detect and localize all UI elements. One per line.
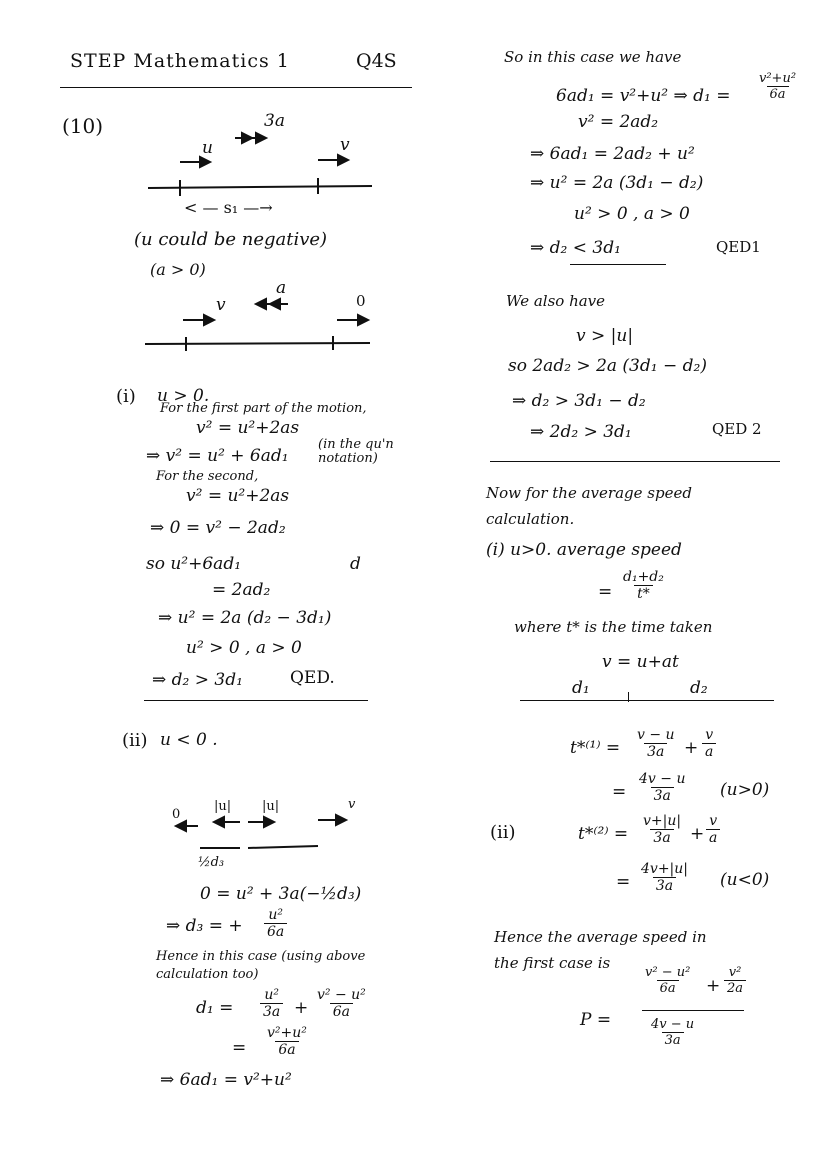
- part-i-line5: v² = u²+2as: [186, 486, 290, 506]
- t1-first-fraction: [634, 728, 678, 759]
- part-i-line11: ⇒ d₂ > 3d₁: [152, 670, 243, 690]
- diag3-zero-label: 0: [172, 807, 181, 822]
- part-ii-label: (ii): [122, 730, 148, 751]
- velocity-equation: v = u+at: [602, 652, 679, 672]
- fraction-denominator: 6a: [657, 980, 679, 996]
- fraction-denominator: 3a: [260, 1003, 283, 1020]
- fraction-numerator: u²: [264, 987, 279, 1003]
- part-i-line2: v² = u²+2as: [196, 418, 300, 438]
- fraction-denominator: 3a: [644, 743, 667, 760]
- t1-condition: (u>0): [720, 780, 770, 800]
- fraction-denominator: a: [706, 829, 720, 846]
- fraction-numerator: u²: [268, 907, 283, 923]
- average-heading-line1: Now for the average speed: [486, 484, 692, 502]
- fraction-numerator: v²+u²: [267, 1025, 307, 1041]
- part-i-line9: ⇒ u² = 2a (d₂ − 3d₁): [158, 608, 332, 628]
- plus-sign: +: [706, 976, 721, 996]
- equals-sign: =: [598, 582, 613, 602]
- diag3-u1-label: |u|: [214, 799, 232, 814]
- right-line1: 6ad₁ = v²+u² ⇒ d₁ =: [556, 86, 731, 106]
- fraction-numerator: v − u: [637, 727, 675, 743]
- fraction-numerator: 4v − u: [651, 1017, 695, 1032]
- part-i-line6: ⇒ 0 = v² − 2ad₂: [150, 518, 286, 538]
- v2-minus-u2-fraction: [314, 988, 369, 1019]
- part-ii-condition: u < 0 .: [160, 730, 218, 750]
- d3-fraction: [264, 908, 287, 939]
- part-ii-line1: 0 = u² + 3a(−½d₃): [200, 884, 362, 904]
- fraction-numerator: 4v − u: [639, 771, 686, 787]
- t1-result-fraction: [636, 772, 688, 803]
- question-number: (10): [62, 114, 104, 138]
- fraction-denominator: 6a: [264, 923, 287, 940]
- t1-second-fraction: [702, 728, 716, 759]
- part-i-label: (i): [116, 386, 136, 407]
- qed1-label: QED1: [716, 238, 761, 256]
- part-i-notation-note: (in the qu'n notation): [318, 437, 394, 467]
- diag1-distance-label: < — s₁ —→: [184, 198, 273, 217]
- right-intro: So in this case we have: [504, 48, 682, 66]
- equals-sign: =: [616, 872, 631, 892]
- t2-condition: (u<0): [720, 870, 770, 890]
- plus-sign: +: [684, 738, 699, 758]
- fraction-numerator: v² − u²: [645, 965, 691, 980]
- right-line5: u² > 0 , a > 0: [574, 204, 690, 224]
- time-definition: where t* is the time taken: [514, 618, 713, 636]
- fraction-denominator: a: [702, 743, 716, 760]
- right-line7: v > |u|: [576, 326, 634, 346]
- part-ii-line4-lhs: d₁ =: [196, 998, 234, 1018]
- v2-plus-u2-fraction: [264, 1026, 310, 1057]
- fraction-denominator: 2a: [724, 980, 746, 996]
- fraction-numerator: v: [709, 813, 718, 829]
- also-heading: We also have: [506, 292, 606, 310]
- page-title: STEP Mathematics 1: [70, 50, 290, 72]
- t2-result-fraction: [638, 862, 691, 893]
- fraction-denominator: t*: [634, 585, 653, 602]
- equals-sign: =: [612, 782, 627, 802]
- p-lhs: P =: [580, 1010, 612, 1030]
- fraction-denominator: 6a: [275, 1041, 298, 1058]
- qed2-label: QED 2: [712, 420, 762, 438]
- p-numerator-fraction1: [642, 966, 693, 995]
- fraction-denominator: 3a: [651, 787, 674, 804]
- avg-part-i: (i) u>0. average speed: [486, 540, 682, 560]
- right-section-rule: [490, 461, 780, 462]
- qed1-underline: [570, 264, 666, 265]
- part-i-line4: For the second,: [156, 469, 259, 484]
- hence-line2: the first case is: [494, 954, 611, 972]
- hence-line1: Hence the average speed in: [494, 928, 707, 946]
- t1-lhs: t*⁽¹⁾ =: [570, 738, 621, 758]
- fraction-denominator: 3a: [662, 1032, 684, 1048]
- part-i-line7: so u²+6ad₁: [146, 554, 242, 574]
- u2-over-3a-fraction: [260, 988, 283, 1019]
- d1-fraction: [756, 72, 799, 101]
- fraction-denominator: 3a: [650, 829, 673, 846]
- diag1-u-label: u: [202, 138, 213, 158]
- right-line9: ⇒ d₂ > 3d₁ − d₂: [512, 391, 646, 411]
- right-line4: ⇒ u² = 2a (3d₁ − d₂): [530, 173, 704, 193]
- segment-d1-label: d₁: [572, 678, 590, 698]
- t2-first-fraction: [640, 814, 684, 845]
- plus-sign: +: [690, 824, 705, 844]
- fraction-numerator: v² − u²: [317, 987, 366, 1003]
- right-line2: v² = 2ad₂: [578, 112, 659, 132]
- fraction-numerator: v: [705, 727, 714, 743]
- fraction-numerator: v²: [728, 965, 742, 980]
- part-i-line10: u² > 0 , a > 0: [186, 638, 302, 658]
- fraction-denominator: 6a: [330, 1003, 353, 1020]
- part-ii-line5: ⇒ 6ad₁ = v²+u²: [160, 1070, 292, 1090]
- diag2-a-label: a: [276, 278, 287, 298]
- part-ii-line2: ⇒ d₃ = +: [166, 916, 243, 936]
- part-i-line7-stray: d: [350, 554, 361, 574]
- question-code: Q4S: [356, 50, 397, 72]
- avg-part-ii-label: (ii): [490, 822, 516, 843]
- average-heading-line2: calculation.: [486, 510, 575, 528]
- right-line3: ⇒ 6ad₁ = 2ad₂ + u²: [530, 144, 695, 164]
- diag3-v-label: v: [348, 797, 356, 812]
- t2-second-fraction: [706, 814, 720, 845]
- part-i-qed: QED.: [290, 668, 335, 688]
- diag1-v-label: v: [340, 135, 350, 155]
- diag2-zero-label: 0: [356, 292, 366, 310]
- part-i-rule: [144, 700, 368, 701]
- diag1-a-label: 3a: [264, 111, 285, 131]
- fraction-numerator: d₁+d₂: [623, 569, 664, 585]
- diag1-condition: (a > 0): [150, 260, 206, 279]
- segment-line: [520, 700, 774, 701]
- fraction-numerator: 4v+|u|: [641, 861, 688, 877]
- diag3-u2-label: |u|: [262, 799, 280, 814]
- part-ii-line3: Hence in this case (using above calculation too): [156, 949, 366, 982]
- diag3-half-d3: ½d₃: [198, 855, 225, 870]
- right-line8: so 2ad₂ > 2a (3d₁ − d₂): [508, 356, 707, 376]
- fraction-denominator: 3a: [653, 877, 676, 894]
- right-line6: ⇒ d₂ < 3d₁: [530, 238, 621, 258]
- part-i-line3: ⇒ v² = u² + 6ad₁: [146, 446, 289, 466]
- p-numerator-fraction2: [724, 966, 746, 995]
- fraction-denominator: 6a: [767, 86, 789, 102]
- fraction-numerator: v+|u|: [643, 813, 682, 829]
- part-i-condition: u > 0.: [157, 386, 210, 406]
- plus-sign: +: [294, 998, 309, 1018]
- diag2-v-label: v: [216, 295, 226, 315]
- segment-tick: [628, 692, 629, 702]
- right-line10: ⇒ 2d₂ > 3d₁: [530, 422, 632, 442]
- part-i-line8: = 2ad₂: [212, 580, 271, 600]
- p-main-fraction-bar: [642, 1010, 744, 1011]
- fraction-numerator: v²+u²: [759, 71, 797, 86]
- t2-lhs: t*⁽²⁾ =: [578, 824, 629, 844]
- diag1-note: (u could be negative): [134, 229, 328, 250]
- p-denominator-fraction: [648, 1018, 697, 1047]
- segment-d2-label: d₂: [690, 678, 708, 698]
- average-speed-fraction: [620, 570, 667, 601]
- part-i-line1: For the first part of the motion,: [160, 401, 367, 416]
- equals-sign: =: [232, 1038, 247, 1058]
